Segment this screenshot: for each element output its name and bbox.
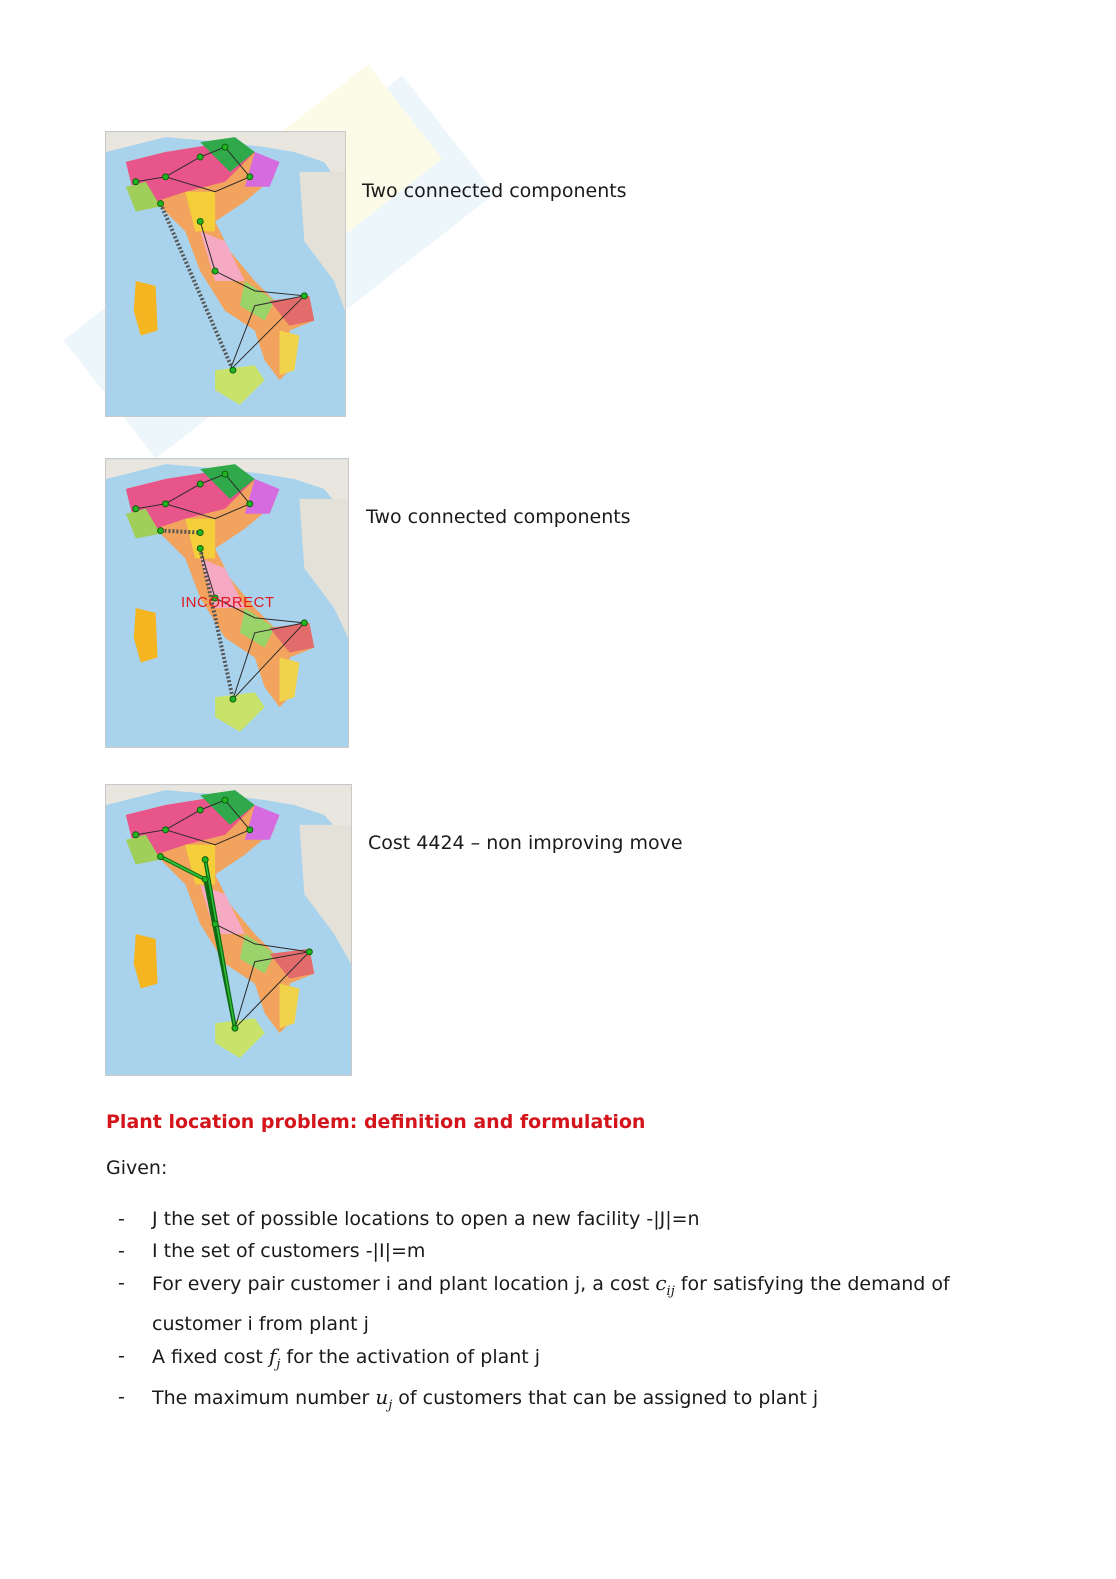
italy-map-figure-3 <box>105 784 352 1076</box>
incorrect-label: INCORRECT <box>181 594 275 611</box>
math-c-ij: $c_{ij}$ <box>655 1271 675 1299</box>
bullet-dash: - <box>118 1345 125 1367</box>
figure-2-caption: Two connected components <box>366 506 631 528</box>
math-u-j: $u_j$ <box>375 1385 393 1413</box>
bullet-dash: - <box>118 1272 125 1294</box>
italy-map-3 <box>106 785 351 1075</box>
bullet-dash: - <box>118 1240 125 1262</box>
list-item: - I the set of customers -|I|=m <box>118 1235 998 1267</box>
bullet-dash: - <box>118 1208 125 1230</box>
figure-3-caption: Cost 4424 – non improving move <box>368 832 683 854</box>
math-f-j: $f_j$ <box>268 1344 281 1372</box>
list-item: - For every pair customer i and plant location j, a cost $c_{ij}$ for satisfying the demand of customer i from plant j <box>118 1267 998 1340</box>
list-item: - A fixed cost $f_j$ for the activation of plant j <box>118 1340 998 1381</box>
definitions-list <box>118 1203 998 1422</box>
bullet-dash: - <box>118 1386 125 1408</box>
italy-map-1 <box>106 132 345 416</box>
list-item: - J the set of possible locations to open a new facility -|J|=n <box>118 1203 998 1235</box>
section-heading: Plant location problem: definition and formulation <box>106 1111 646 1133</box>
given-label: Given: <box>106 1157 168 1179</box>
list-item: - The maximum number $u_j$ of customers that can be assigned to plant j <box>118 1381 998 1422</box>
italy-map-figure-1 <box>105 131 346 417</box>
figure-1-caption: Two connected components <box>362 180 627 202</box>
